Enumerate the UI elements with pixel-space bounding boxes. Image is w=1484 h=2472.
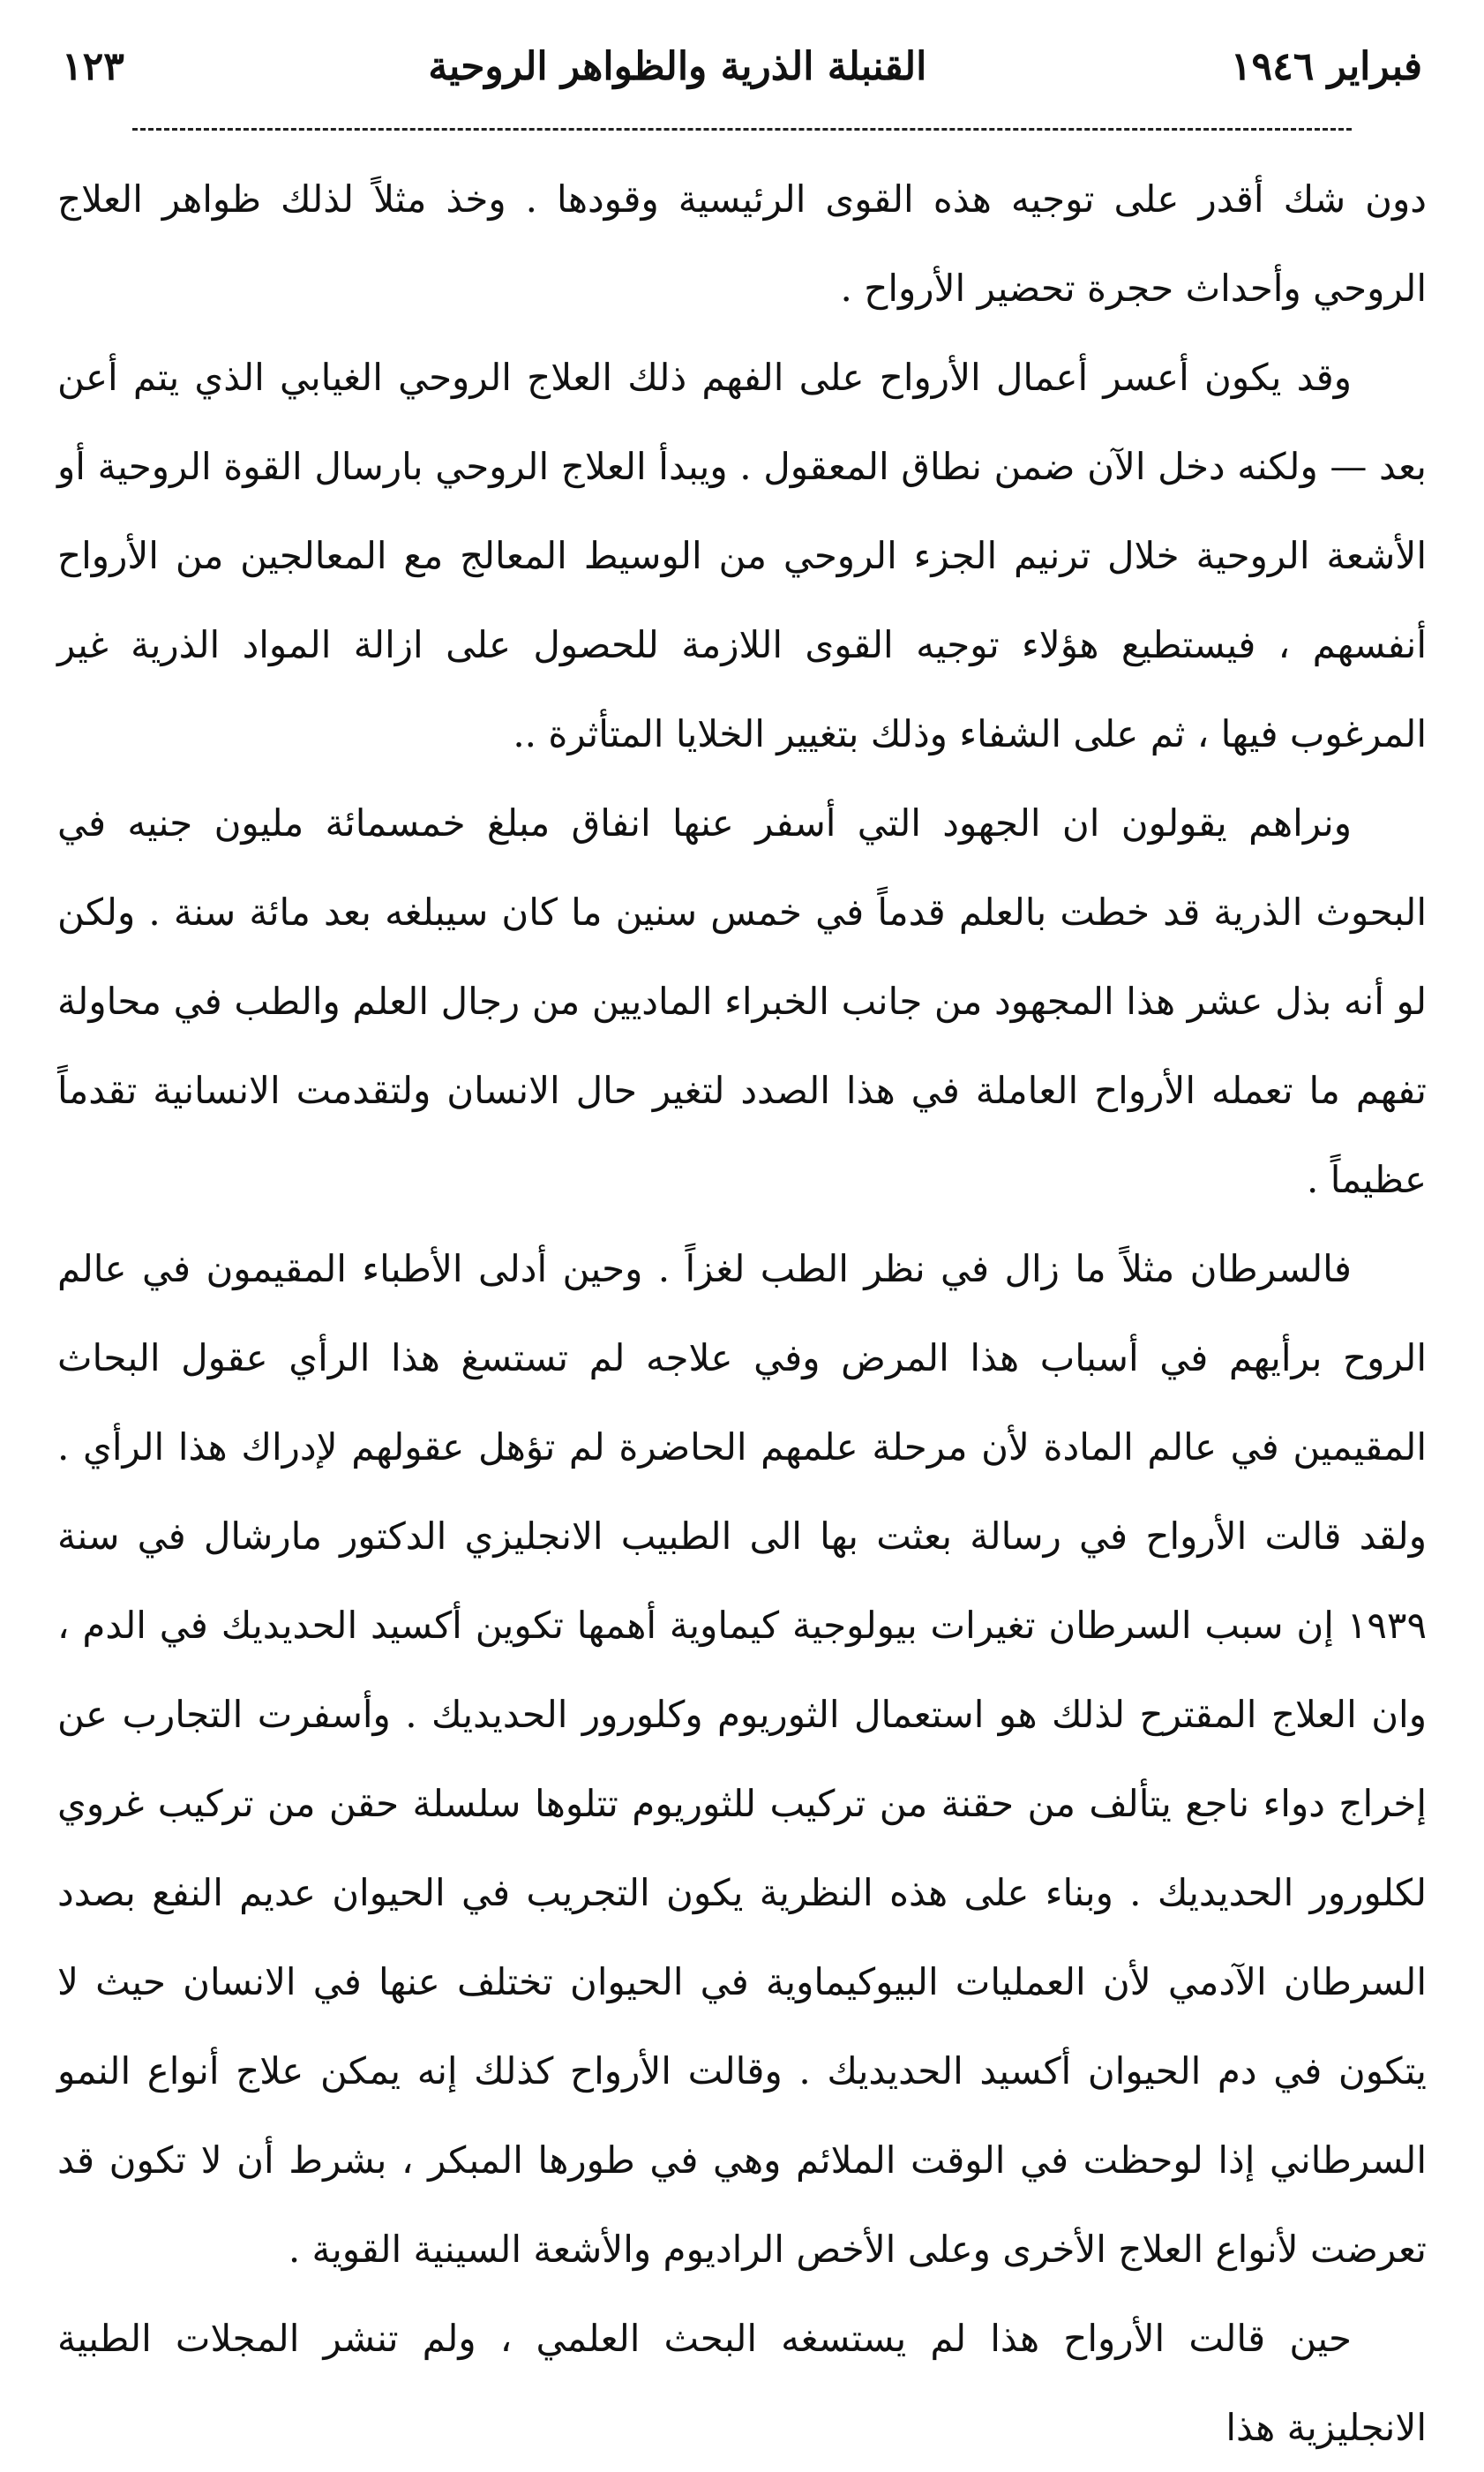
header-divider — [132, 128, 1352, 131]
paragraph-3: ونراهم يقولون ان الجهود التي أسفر عنها انفاق مبلغ خمسمائة مليون جنيه في البحوث الذرية قد خطت بالعلم قدماً في خمس سنين ما كان سيبلغه بعد مائة سنة . ولكن لو أنه بذل عشر هذا المجهود من جانب الخبراء الماديين من رجال العلم والطب في محاولة تفهم ما تعمله الأرواح العاملة في هذا الصدد لتغير حال الانسان ولتقدمت الانسانية تقدماً عظيماً . — [57, 801, 1427, 1201]
page-number: ١٢٣ — [62, 43, 124, 89]
header-date: فبراير ١٩٤٦ — [1230, 43, 1422, 89]
paragraph-4: فالسرطان مثلاً ما زال في نظر الطب لغزاً . وحين أدلى الأطباء المقيمون في عالم الروح برأيهم في أسباب هذا المرض وفي علاجه لم تستسغ هذا الرأي عقول البحاث المقيمين في عالم المادة لأن مرحلة علمهم الحاضرة لم تؤهل عقولهم لإدراك هذا الرأي . ولقد قالت الأرواح في رسالة بعثت بها الى الطبيب الانجليزي الدكتور مارشال في سنة ١٩٣٩ إن سبب السرطان تغيرات بيولوجية كيماوية أهمها تكوين أكسيد الحديديك في الدم ، وان العلاج المقترح لذلك هو استعمال الثوريوم وكلورور الحديديك . وأسفرت التجارب عن إخراج دواء ناجع يتألف من حقنة من تركيب للثوريوم تتلوها سلسلة حقن من تركيب غروي لكلورور الحديديك . وبناء على هذه النظرية يكون التجريب في الحيوان عديم النفع بصدد السرطان الآدمي لأن العمليات البيوكيماوية في الحيوان تختلف عنها في الانسان حيث لا يتكون في دم الحيوان أكسيد الحديديك . وقالت الأرواح كذلك إنه يمكن علاج أنواع النمو السرطاني إذا لوحظت في الوقت الملائم وهي في طورها المبكر ، بشرط أن لا تكون قد تعرضت لأنواع العلاج الأخرى وعلى الأخص الراديوم والأشعة السينية القوية . — [57, 1247, 1427, 2271]
body-text — [57, 154, 1427, 2472]
paragraph-5: حين قالت الأرواح هذا لم يستسغه البحث العلمي ، ولم تنشر المجلات الطبية الانجليزية هذا — [57, 2317, 1427, 2449]
paragraph-2: وقد يكون أعسر أعمال الأرواح على الفهم ذلك العلاج الروحي الغيابي الذي يتم أعن بعد — ولكنه دخل الآن ضمن نطاق المعقول . ويبدأ العلاج الروحي بارسال القوة الروحية أو الأشعة الروحية خلال ترنيم الجزء الروحي من الوسيط المعالج مع المعالجين من الأرواح أنفسهم ، فيستطيع هؤلاء توجيه القوى اللازمة للحصول على ازالة المواد الذرية غير المرغوب فيها ، ثم على الشفاء وذلك بتغيير الخلايا المتأثرة .. — [57, 356, 1427, 755]
paragraph-1: دون شك أقدر على توجيه هذه القوى الرئيسية وقودها . وخذ مثلاً لذلك ظواهر العلاج الروحي وأحداث حجرة تحضير الأرواح . — [57, 177, 1427, 310]
header-title: القنبلة الذرية والظواهر الروحية — [428, 43, 927, 89]
running-header — [62, 35, 1422, 97]
